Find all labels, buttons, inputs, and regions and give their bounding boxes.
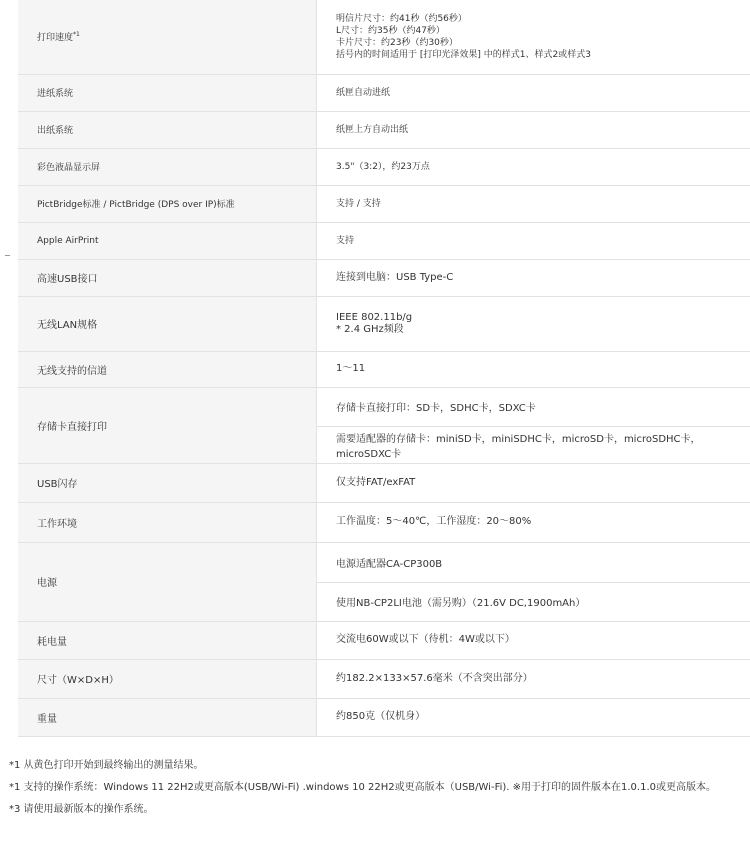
- spec-value: [317, 463, 750, 502]
- spec-value-line: 连接到电脑：USB Type-C: [336, 271, 454, 283]
- spec-label-text: USB闪存: [37, 479, 78, 490]
- spec-label-text: 无线LAN规格: [37, 320, 98, 331]
- spec-label-text: 无线支持的信道: [37, 365, 107, 377]
- spec-value: [317, 502, 750, 542]
- spec-label-text: 工作环境: [37, 518, 77, 530]
- spec-row: [18, 185, 750, 222]
- spec-value: [317, 542, 750, 621]
- spec-value-line: L尺寸：约35秒（约47秒）: [336, 25, 445, 36]
- spec-row: [18, 259, 750, 296]
- footnote-2: *1 支持的操作系统：Windows 11 22H2或更高版本(USB/Wi-Fi) .windows 10 22H2或更高版本（USB/Wi-Fi). ※用于打印的固件版本在1.0.1.0或更高版本。: [9, 782, 716, 793]
- spec-subvalue: 需要适配器的存储卡：miniSD卡，miniSDHC卡，microSD卡，microSDHC卡，microSDXC卡: [317, 426, 750, 463]
- spec-value-line: 支持 / 支持: [336, 198, 381, 209]
- spec-value: [317, 148, 750, 185]
- spec-label-text: 尺寸（W×D×H）: [37, 675, 119, 686]
- spec-row: [18, 0, 750, 74]
- spec-row: [18, 502, 750, 542]
- spec-value-line: 工作温度：5～40℃，工作湿度：20～80%: [336, 516, 532, 527]
- spec-label: [18, 0, 317, 74]
- spec-row: [18, 387, 750, 463]
- spec-value-line: 3.5"（3:2），约23万点: [336, 161, 430, 172]
- footnote-3: *3 请使用最新版本的操作系统。: [9, 804, 154, 815]
- footnotes: [9, 758, 749, 824]
- spec-label-text: 高速USB接口: [37, 274, 98, 285]
- spec-value-line: 约850克（仅机身）: [336, 711, 426, 722]
- spec-label: [18, 222, 317, 259]
- spec-label: [18, 502, 317, 542]
- spec-value-line: * 2.4 GHz频段: [336, 323, 404, 335]
- spec-row: [18, 222, 750, 259]
- spec-value-line: 纸匣自动进纸: [336, 87, 391, 98]
- spec-row: [18, 74, 750, 111]
- spec-subvalue: 使用NB-CP2LI电池（需另购）（21.6V DC,1900mAh）: [317, 582, 750, 621]
- footnote-ref: *1: [73, 31, 80, 39]
- spec-value: [317, 659, 750, 698]
- spec-label: [18, 259, 317, 296]
- spec-value: [317, 74, 750, 111]
- spec-row: [18, 659, 750, 698]
- spec-value-line: 纸匣上方自动出纸: [336, 124, 409, 135]
- spec-label: [18, 659, 317, 698]
- spec-value-line: 卡片尺寸：约23秒（约30秒）: [336, 37, 458, 48]
- spec-label-text: 彩色液晶显示屏: [37, 163, 101, 173]
- spec-subvalue: 电源适配器CA-CP300B: [336, 558, 443, 570]
- spec-label: [18, 621, 317, 659]
- spec-label: [18, 351, 317, 387]
- spec-value: [317, 698, 750, 736]
- spec-value-line: 明信片尺寸：约41秒（约56秒）: [336, 13, 467, 24]
- spec-value-line: 括号内的时间适用于 [打印光泽效果] 中的样式1、样式2或样式3: [336, 49, 591, 60]
- spec-label: [18, 387, 317, 463]
- spec-label-text: 电源: [37, 578, 57, 589]
- spec-row: [18, 621, 750, 659]
- spec-value: [317, 621, 750, 659]
- spec-row: [18, 111, 750, 148]
- spec-value-line: 约182.2×133×57.6毫米（不含突出部分）: [336, 672, 533, 684]
- spec-value: [317, 351, 750, 387]
- spec-label: [18, 185, 317, 222]
- spec-table: [18, 0, 750, 737]
- spec-value-line: 仅支持FAT/exFAT: [336, 476, 416, 488]
- spec-label-text: PictBridge标准 / PictBridge (DPS over IP)标准: [37, 200, 235, 210]
- spec-label-text: 出纸系统: [37, 126, 74, 136]
- spec-label: [18, 111, 317, 148]
- spec-value-line: 交流电60W或以下（待机：4W或以下）: [336, 634, 515, 645]
- spec-row: [18, 698, 750, 736]
- spec-value: [317, 111, 750, 148]
- spec-label: [18, 463, 317, 502]
- spec-label-text: 耗电量: [37, 636, 67, 648]
- spec-value-line: IEEE 802.11b/g: [336, 311, 413, 323]
- spec-label: [18, 542, 317, 621]
- spec-label: [18, 74, 317, 111]
- spec-row: [18, 542, 750, 621]
- spec-label-text: 进纸系统: [37, 89, 74, 99]
- spec-row: [18, 148, 750, 185]
- spec-label: [18, 296, 317, 351]
- spec-label-text: 重量: [37, 713, 57, 725]
- spec-subvalue: 存储卡直接打印：SD卡，SDHC卡，SDXC卡: [336, 403, 536, 414]
- spec-value-line: 1～11: [336, 363, 366, 374]
- footnote-1: *1 从黄色打印开始到最终输出的测量结果。: [9, 760, 204, 771]
- spec-label: [18, 698, 317, 736]
- margin-dash-mark: [5, 255, 10, 256]
- spec-value: [317, 0, 750, 74]
- spec-label: [18, 148, 317, 185]
- spec-value-line: 支持: [336, 235, 355, 246]
- spec-row: [18, 296, 750, 351]
- spec-row: [18, 351, 750, 387]
- spec-value: [317, 222, 750, 259]
- spec-label-text: 存储卡直接打印: [37, 421, 107, 433]
- spec-value: [317, 259, 750, 296]
- spec-value: [317, 185, 750, 222]
- spec-value: [317, 387, 750, 463]
- spec-row: [18, 463, 750, 502]
- spec-label-text: 打印速度: [37, 33, 74, 44]
- spec-label-text: Apple AirPrint: [37, 235, 99, 246]
- spec-value: [317, 296, 750, 351]
